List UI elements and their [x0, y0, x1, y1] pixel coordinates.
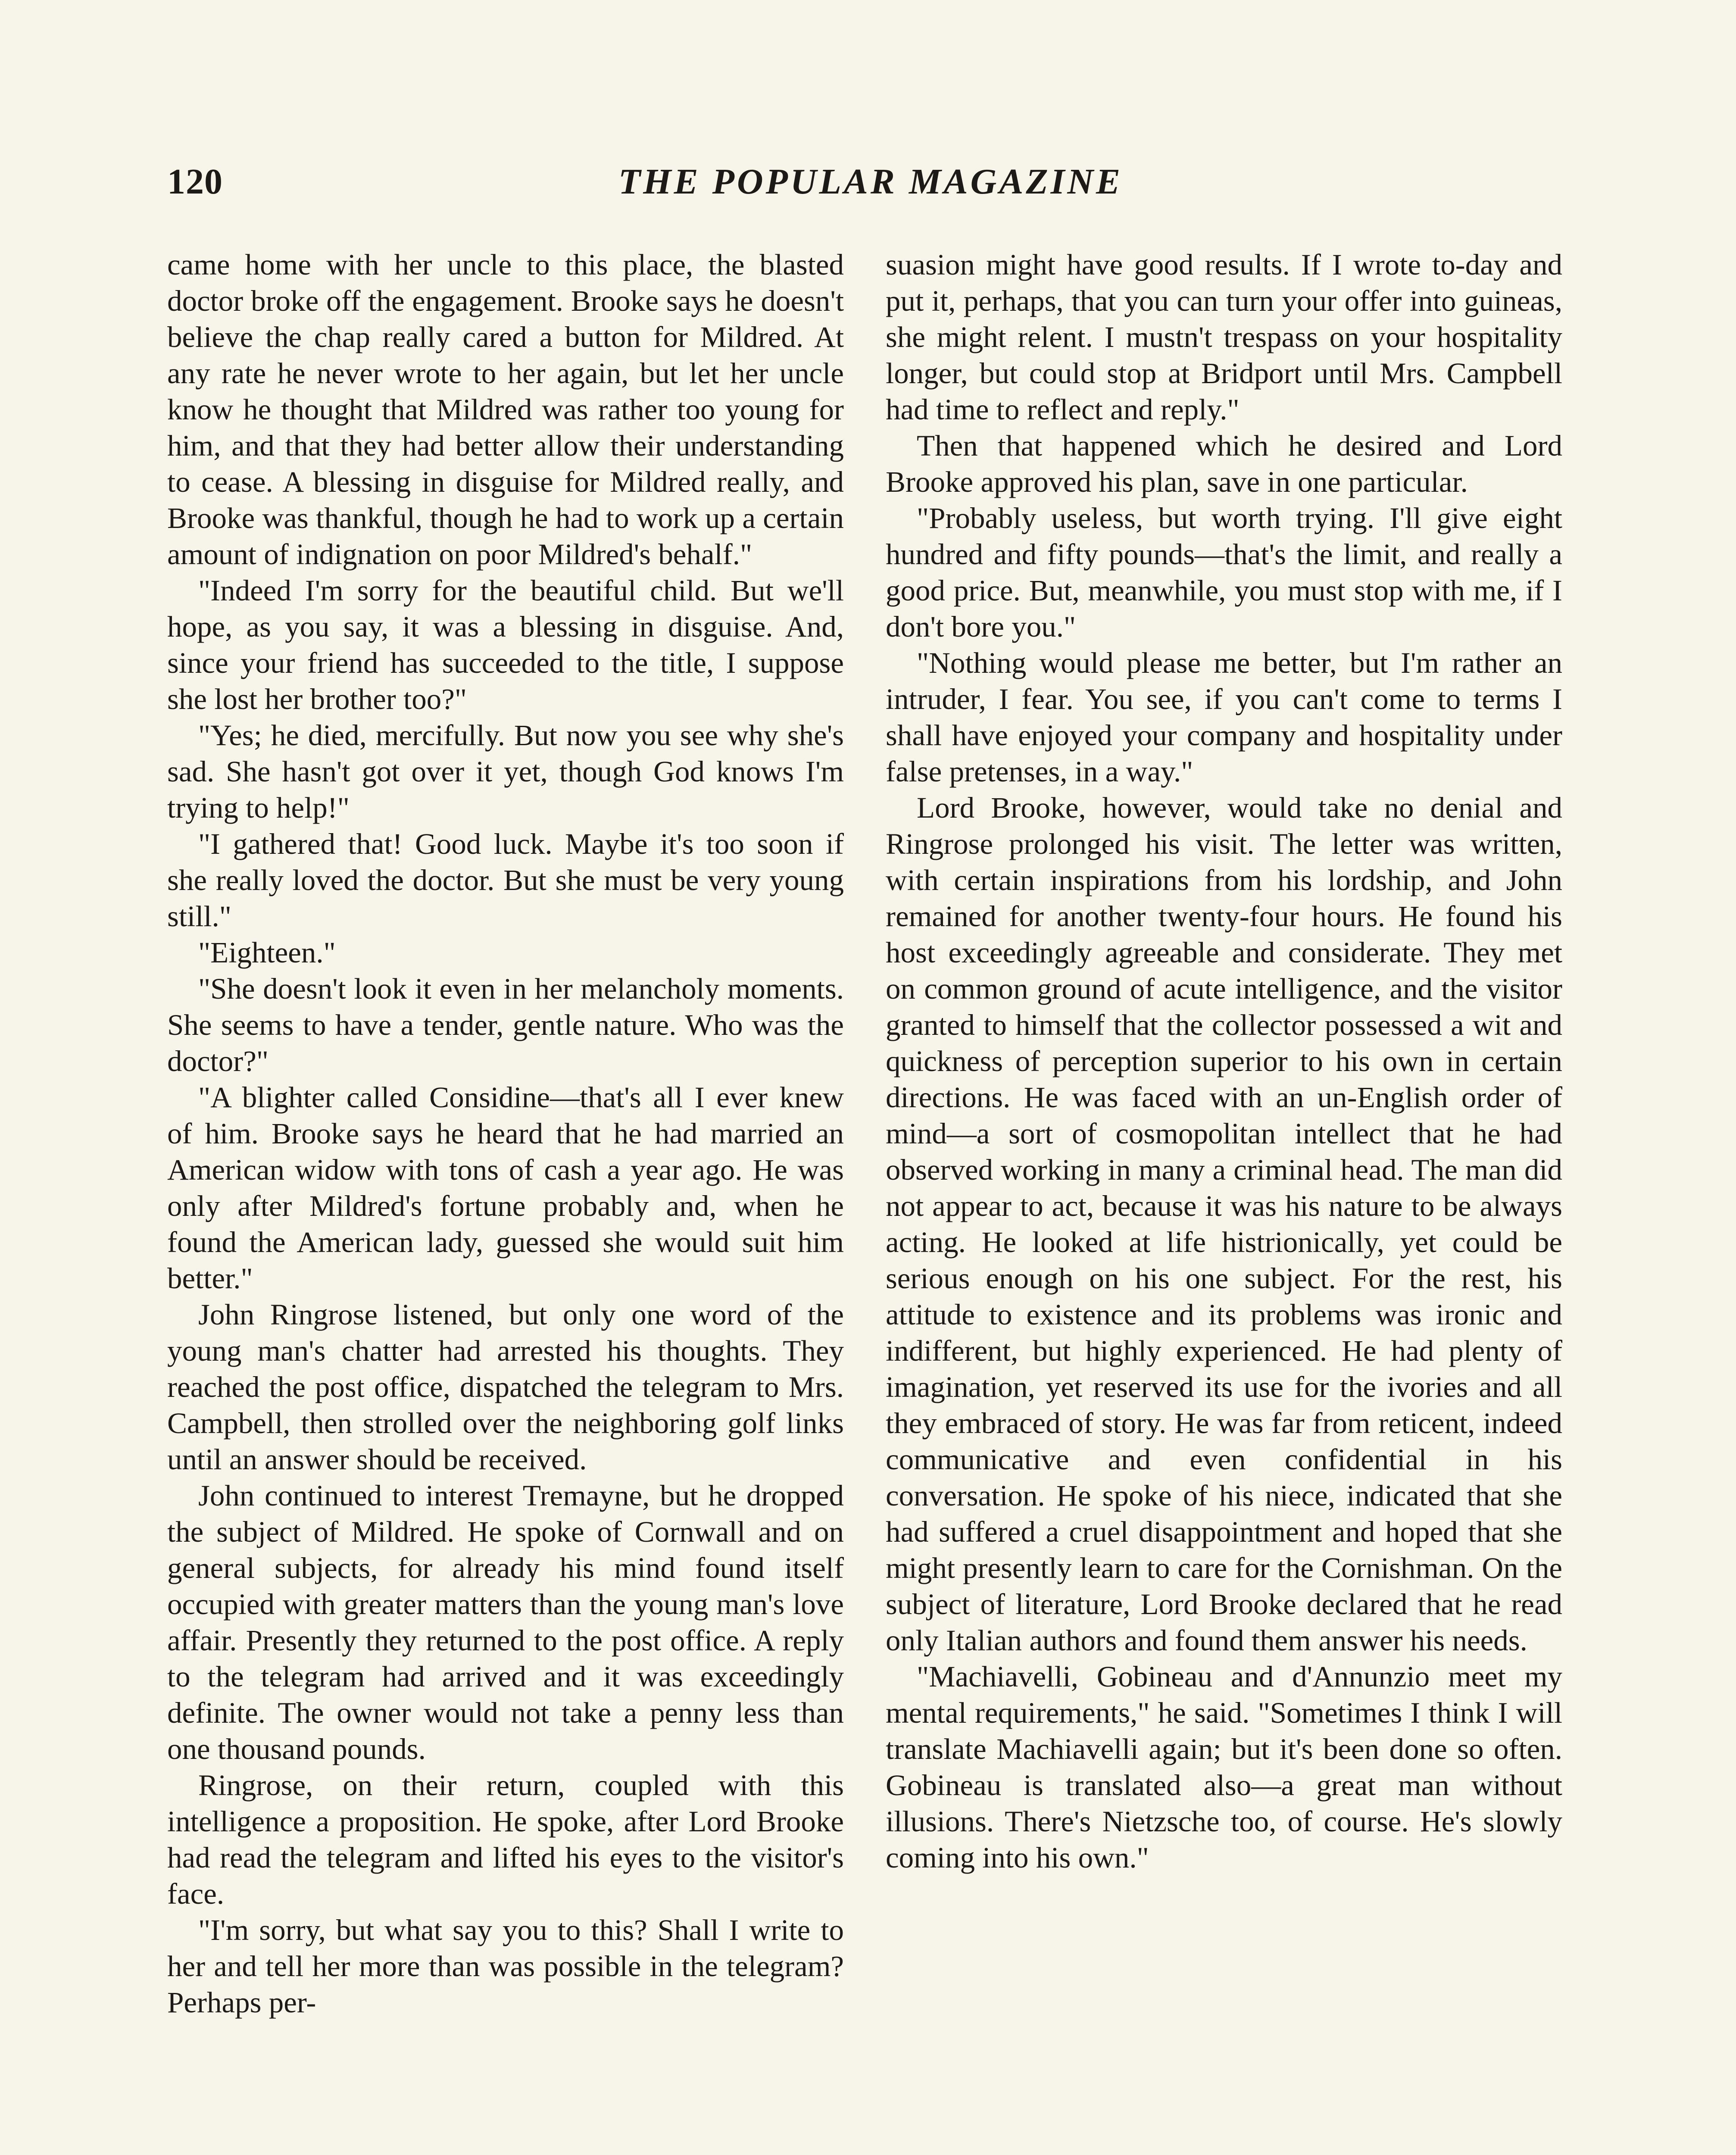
left-column: [167, 247, 844, 2021]
page-number: 120: [167, 162, 223, 202]
paragraph: suasion might have good results. If I wrote to-day and put it, perhaps, that you can turn your offer into guineas, she might relent. I mustn't trespass on your hospitality longer, but could stop at Bridport until Mrs. Campbell had time to reflect and reply.": [886, 248, 1562, 426]
paragraph: Ringrose, on their return, coupled with this intelligence a proposition. He spoke, after Lord Brooke had read the telegram and lifted his eyes to the visitor's face.: [167, 1769, 844, 1910]
paragraph: Lord Brooke, however, would take no denial and Ringrose prolonged his visit. The letter was written, with certain inspirations from his lordship, and John remained for another twenty-four hours. He found his host exceedingly agreeable and considerate. They met on common ground of acute intelligence, and the visitor granted to himself that the collector possessed a wit and quickness of perception superior to his own in certain directions. He was faced with an un-English order of mind—a sort of cosmopolitan intellect that he had observed working in many a criminal head. The man did not appear to act, because it was his nature to be always acting. He looked at life histrionically, yet could be serious enough on his one subject. For the rest, his attitude to existence and its problems was ironic and indifferent, but highly experienced. He had plenty of imagination, yet reserved its use for the ivories and all they embraced of story. He was far from reticent, indeed communicative and even confidential in his conversation. He spoke of his niece, indicated that she had suffered a cruel disappointment and hoped that she might presently learn to care for the Cornishman. On the subject of literature, Lord Brooke declared that he read only Italian authors and found them answer his needs.: [886, 791, 1562, 1657]
paragraph: "Nothing would please me better, but I'm rather an intruder, I fear. You see, if you can't come to terms I shall have enjoyed your company and hospitality under false pretenses, in a way.": [886, 646, 1562, 788]
paragraph: "I'm sorry, but what say you to this? Shall I write to her and tell her more than was possible in the telegram? Perhaps per-: [167, 1914, 844, 2019]
paragraph: John Ringrose listened, but only one word of the young man's chatter had arrested his thoughts. They reached the post office, dispatched the telegram to Mrs. Campbell, then strolled over the neighboring golf links until an answer should be received.: [167, 1298, 844, 1476]
paragraph: "Probably useless, but worth trying. I'll give eight hundred and fifty pounds—that's the limit, and really a good price. But, meanwhile, you must stop with me, if I don't bore you.": [886, 502, 1562, 643]
paragraph: "Machiavelli, Gobineau and d'Annunzio meet my mental requirements," he said. "Sometimes I think I will translate Machiavelli again; but it's been done so often. Gobineau is translated also—a great man without illusions. There's Nietzsche too, of course. He's slowly coming into his own.": [886, 1660, 1562, 1874]
paragraph: "She doesn't look it even in her melancholy moments. She seems to have a tender, gentle nature. Who was the doctor?": [167, 972, 844, 1078]
paragraph: "Indeed I'm sorry for the beautiful child. But we'll hope, as you say, it was a blessing in disguise. And, since your friend has succeeded to the title, I suppose she lost her brother too?": [167, 574, 844, 715]
paragraph: came home with her uncle to this place, the blasted doctor broke off the engagement. Brooke says he doesn't believe the chap really cared a button for Mildred. At any rate he never wrote to her again, but let her uncle know he thought that Mildred was rather too young for him, and that they had better allow their understanding to cease. A blessing in disguise for Mildred really, and Brooke was thankful, though he had to work up a certain amount of indignation on poor Mildred's behalf.": [167, 248, 844, 571]
paragraph: "A blighter called Considine—that's all I ever knew of him. Brooke says he heard that he had married an American widow with tons of cash a year ago. He was only after Mildred's fortune probably and, when he found the American lady, guessed she would suit him better.": [167, 1081, 844, 1295]
right-column: [886, 247, 1562, 1876]
paragraph: "Yes; he died, mercifully. But now you see why she's sad. She hasn't got over it yet, though God knows I'm trying to help!": [167, 719, 844, 824]
paragraph: Then that happened which he desired and Lord Brooke approved his plan, save in one particular.: [886, 429, 1562, 498]
paragraph: "I gathered that! Good luck. Maybe it's too soon if she really loved the doctor. But she must be very young still.": [167, 828, 844, 933]
running-head-title: THE POPULAR MAGAZINE: [618, 162, 1123, 202]
paragraph: John continued to interest Tremayne, but he dropped the subject of Mildred. He spoke of Cornwall and on general subjects, for already his mind found itself occupied with greater matters than the young man's love affair. Presently they returned to the post office. A reply to the telegram had arrived and it was exceedingly definite. The owner would not take a penny less than one thousand pounds.: [167, 1479, 844, 1765]
paragraph: "Eighteen.": [198, 936, 336, 969]
